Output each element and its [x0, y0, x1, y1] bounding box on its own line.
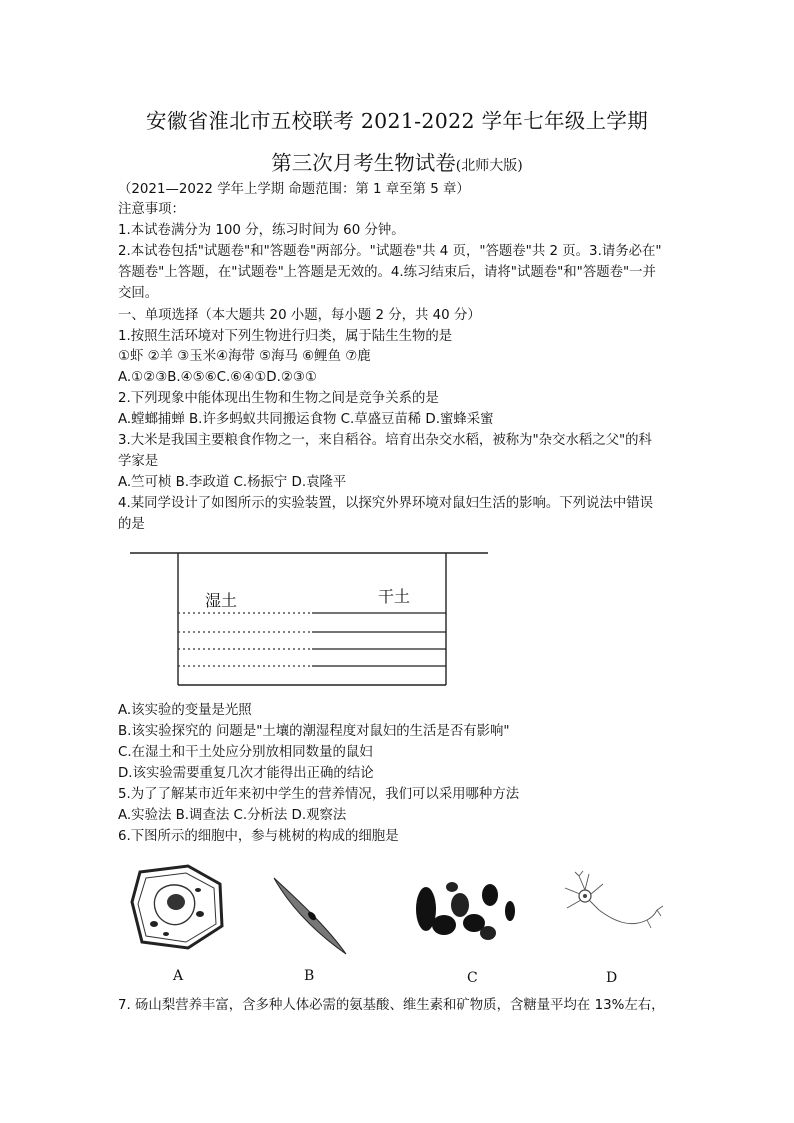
- q3-options: A.竺可桢 B.李政道 C.杨振宁 D.袁隆平: [118, 475, 347, 490]
- note-2a: 2.本试卷包括"试题卷"和"答题卷"两部分。"试题卷"共 4 页，"答题卷"共 2 页。3.请务必在": [118, 244, 662, 259]
- q4-stem-b: 的是: [118, 517, 145, 532]
- q1-stem: 1.按照生活环境对下列生物进行归类，属于陆生生物的是: [118, 329, 453, 344]
- q6-stem: 6.下图所示的细胞中，参与桃树的构成的细胞是: [118, 829, 399, 844]
- cell-a-image: [128, 862, 228, 952]
- cell-d-image: [555, 870, 665, 940]
- scope-line: （2021—2022 学年上学期 命题范围：第 1 章至第 5 章）: [118, 182, 470, 197]
- section-heading: 一、单项选择（本大题共 20 小题，每小题 2 分，共 40 分）: [118, 308, 481, 323]
- cell-b-image: [268, 870, 358, 960]
- experiment-figure: [120, 545, 500, 695]
- q4-option-b: B.该实验探究的 问题是"土壤的潮湿程度对鼠妇的生活是否有影响": [118, 724, 510, 739]
- q2-options: A.螳螂捕蝉 B.许多蚂蚁共同搬运食物 C.草盛豆苗稀 D.蜜蜂采蜜: [118, 412, 494, 427]
- subtitle-main: 第三次月考生物试卷: [271, 151, 456, 175]
- paper-title: 安徽省淮北市五校联考 2021-2022 学年七年级上学期: [146, 109, 648, 133]
- cell-b-label: B: [304, 968, 315, 984]
- q4-option-a: A.该实验的变量是光照: [118, 703, 252, 718]
- notes-heading: 注意事项：: [118, 202, 185, 217]
- paper-subtitle: [0, 146, 794, 176]
- cell-a-label: A: [173, 968, 184, 984]
- q5-stem: 5.为了了解某市近年来初中学生的营养情况，我们可以采用哪种方法: [118, 787, 520, 802]
- q4-option-d: D.该实验需要重复几次才能得出正确的结论: [118, 766, 374, 781]
- note-2b: 答题卷"上答题，在"试题卷"上答题是无效的。4.练习结束后，请将"试题卷"和"答题卷"一并: [118, 265, 656, 280]
- edition-label: (北师大版): [455, 158, 523, 174]
- q3-stem-a: 3.大米是我国主要粮食作物之一，来自稻谷。培育出杂交水稻，被称为"杂交水稻之父"的科: [118, 433, 652, 448]
- dry-soil-label: 干土: [378, 587, 411, 606]
- wet-soil-label: 湿土: [205, 591, 238, 610]
- q3-stem-b: 学家是: [118, 454, 159, 469]
- q7-stem: 7. 砀山梨营养丰富，含多种人体必需的氨基酸、维生素和矿物质，含糖量平均在 13%左右，: [118, 998, 665, 1013]
- cell-d-label: D: [606, 970, 618, 986]
- q1-options: A.①②③B.④⑤⑥C.⑥④①D.②③①: [118, 370, 317, 385]
- q2-stem: 2.下列现象中能体现出生物和生物之间是竞争关系的是: [118, 391, 439, 406]
- q1-items: ①虾 ②羊 ③玉米④海带 ⑤海马 ⑥鲤鱼 ⑦鹿: [118, 349, 371, 364]
- q4-option-c: C.在湿土和干土处应分别放相同数量的鼠妇: [118, 745, 373, 760]
- q5-options: A.实验法 B.调查法 C.分析法 D.观察法: [118, 808, 347, 823]
- note-1: 1.本试卷满分为 100 分，练习时间为 60 分钟。: [118, 223, 405, 238]
- note-2c: 交回。: [118, 286, 159, 301]
- cell-c-image: [412, 875, 522, 950]
- cell-c-label: C: [467, 970, 478, 986]
- q4-stem-a: 4.某同学设计了如图所示的实验装置，以探究外界环境对鼠妇生活的影响。下列说法中错误: [118, 496, 654, 511]
